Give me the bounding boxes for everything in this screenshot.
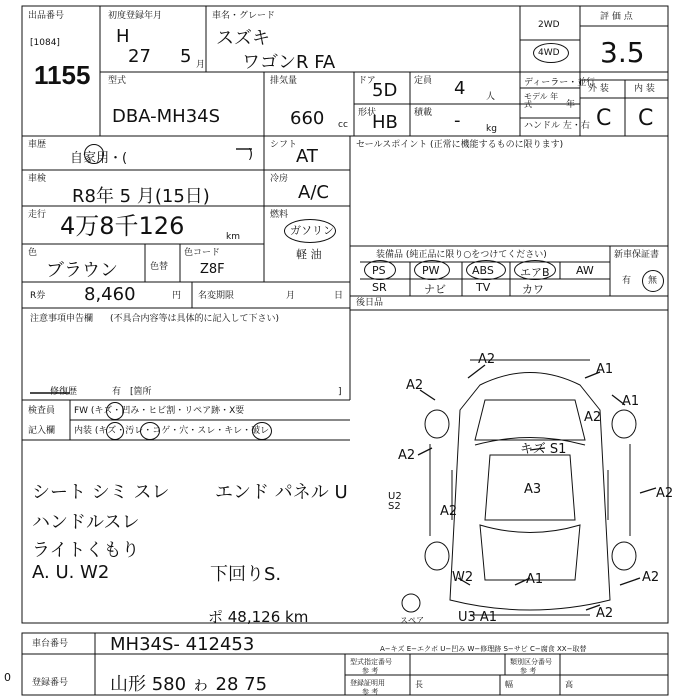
notes-hint: (不具合内容等は具体的に記入して下さい) [110, 314, 280, 324]
cap-unit: 人 [486, 92, 496, 102]
damage-legend: A−キズ E−エクボ U−凹み W−修理跡 S−サビ C−腐食 XX−取替 [380, 645, 587, 653]
recolor-label: 色替 [150, 262, 169, 272]
mark-rear-right: A2 [642, 570, 660, 585]
cap-label: 定員 [414, 76, 433, 86]
repair-place: [箇所 [130, 387, 152, 397]
reg-month: 5 [180, 46, 192, 67]
fuel-label: 燃料 [270, 210, 289, 220]
disp: 660 [290, 108, 325, 129]
repair-close: ] [338, 387, 342, 397]
shape-label: 形状 [358, 108, 377, 118]
r-value: 8,460 [84, 284, 136, 305]
mileage-unit: km [226, 232, 240, 242]
repair-label: 修復歴 [50, 387, 78, 397]
shift: AT [296, 146, 318, 167]
r-label: R券 [30, 291, 46, 301]
width-label: 幅 [505, 680, 513, 689]
mark-front-left: A2 [478, 352, 496, 367]
length-label: 長 [415, 680, 423, 689]
reg-cert-label: 登録証明用 [350, 679, 385, 687]
history: 自家用・( [70, 151, 128, 166]
plate-label: 登録番号 [32, 678, 69, 688]
note-end-panel: エンド パネル U [215, 482, 348, 503]
warranty-label: 新車保証書 [614, 250, 660, 260]
load-label: 積載 [414, 108, 433, 118]
int-scratch-circle [106, 422, 124, 440]
equip-pw-circle [414, 260, 450, 280]
history-close: ) [248, 147, 254, 162]
repair-yes: 有 [112, 387, 122, 397]
door-label: ドア [358, 76, 376, 86]
mark-fender-right: A1 [622, 394, 640, 409]
spare-label: スペア [400, 616, 424, 625]
equip-ps: PS [372, 264, 386, 277]
mileage-label: 走行 [28, 210, 47, 220]
mark-roof-front: キズ S1 [520, 442, 567, 457]
height-label: 高 [565, 680, 573, 689]
note-odometer: ポ 48,126 km [208, 608, 309, 626]
fuel-gas: ガソリン [290, 224, 334, 237]
model-label: 型式 [108, 76, 127, 86]
inspector-label: 検査員 [28, 406, 56, 416]
warranty-no-circle [642, 270, 664, 292]
ext-label: 外 装 [588, 84, 609, 94]
type-cert-ref: 参 考 [362, 667, 379, 675]
shape: HB [372, 112, 398, 133]
type-cert-label: 型式指定番号 [350, 658, 392, 666]
class-ref: 参 考 [520, 667, 537, 675]
color: ブラウン [46, 260, 118, 281]
name-change-label: 名変期限 [198, 291, 235, 301]
model-year-label: モデル 年式 [524, 92, 559, 109]
drive-4wd: 4WD [538, 48, 560, 58]
lot-sub: [1084] [30, 38, 60, 48]
era: H [116, 26, 130, 47]
warranty-yes: 有 [622, 276, 632, 286]
equip-pw: PW [422, 264, 440, 277]
note-marks: A. U. W2 [32, 562, 110, 583]
color-code: Z8F [200, 262, 225, 277]
equip-leather: カワ [522, 283, 544, 296]
color-code-label: 色コード [184, 248, 221, 258]
plate-number: 山形 580 ゎ 28 75 [110, 674, 268, 695]
first-reg-label: 初度登録年月 [108, 11, 163, 21]
r-unit: 円 [172, 291, 182, 301]
mark-door-left: A2 [398, 448, 416, 463]
int-label: 内 装 [634, 84, 655, 94]
equip-aw: AW [576, 264, 594, 277]
dealer-label: ディーラー・並行 [524, 78, 596, 88]
disp-label: 排気量 [270, 76, 298, 86]
fw-row: FW (キズ・凹み・ヒビ割・リペア跡・X要 [74, 406, 245, 416]
chassis-label: 車台番号 [32, 639, 69, 649]
grade: ワゴンR FA [242, 52, 336, 73]
equip-abs-circle [466, 260, 506, 280]
car-outline [402, 360, 636, 615]
int-grade: C [638, 106, 654, 131]
equip-ps-circle [364, 260, 396, 280]
name-change-month: 月 [286, 291, 296, 301]
warranty-no: 無 [648, 276, 658, 286]
mark-front-right: A1 [596, 362, 614, 377]
reg-cert-ref: 参 考 [362, 688, 379, 696]
mileage: 4万8千126 [60, 212, 185, 240]
handle-label: ハンドル 左・右 [524, 121, 590, 131]
ac: A/C [298, 182, 329, 203]
note-seat: シート シミ スレ [32, 482, 170, 503]
mark-roof: A3 [524, 482, 542, 497]
equip-airbag-circle [514, 260, 556, 280]
equip-label: 装備品 (純正品に限り○をつけてください) [376, 250, 547, 260]
notes-label: 注意事項申告欄 [30, 314, 94, 324]
lot-number: 1155 [34, 60, 91, 90]
equip-airbag: エアB [520, 266, 550, 279]
rating-label: 評 価 点 [600, 12, 633, 22]
drive-2wd: 2WD [538, 20, 560, 30]
mark-rear-right-2: A2 [596, 606, 614, 621]
fuel-gas-circle [284, 219, 336, 243]
maker: スズキ [216, 28, 270, 49]
history-label: 車歴 [28, 140, 47, 150]
ac-label: 冷房 [270, 174, 289, 184]
int-row: 内装 (キズ・汚レ・コゲ・穴・スレ・キレ・破レ [74, 426, 270, 436]
car-name-label: 車名・グレード [212, 11, 276, 21]
month-unit: 月 [196, 60, 206, 70]
mark-fender-left: A2 [406, 378, 424, 393]
color-label: 色 [28, 248, 38, 258]
corner-mark: 0 [4, 671, 11, 684]
model: DBA-MH34S [112, 106, 221, 127]
cap: 4 [454, 78, 466, 99]
sales-point-label: セールスポイント (正常に機能するものに限ります) [356, 140, 564, 150]
mark-rear-quarter: W2 [452, 570, 474, 585]
equip-sr: SR [372, 281, 387, 294]
equip-navi: ナビ [424, 283, 446, 296]
model-year-unit: 年 [566, 100, 576, 110]
equip-abs: ABS [472, 264, 494, 277]
mark-rear-bumper: U3 A1 [458, 610, 498, 625]
fuel-light: 軽 油 [296, 248, 322, 261]
reg-year: 27 [128, 46, 151, 67]
equip-tv: TV [476, 281, 491, 294]
int-wear-circle [252, 422, 272, 440]
note-underbody: 下回りS. [210, 564, 282, 585]
int-stain-circle [140, 422, 160, 440]
inspection: R8年 5 月(15日) [72, 186, 210, 207]
name-change-day: 日 [334, 291, 344, 301]
mark-door-right: A2 [656, 486, 674, 501]
lot-label: 出品番号 [28, 11, 65, 21]
mark-rocker-left: U2 S2 [388, 491, 402, 512]
chassis-number: MH34S- 412453 [110, 634, 255, 655]
mark-tailgate: A1 [526, 572, 544, 587]
note-light: ライトくもり [32, 540, 140, 561]
note-handle: ハンドルスレ [32, 512, 140, 533]
load-unit: kg [486, 124, 497, 134]
entry-label: 記入欄 [28, 426, 56, 436]
mark-side-left: A2 [440, 504, 458, 519]
ext-grade: C [596, 106, 612, 131]
history-circle [84, 144, 104, 164]
fw-scratch-circle [106, 402, 124, 420]
rating: 3.5 [600, 36, 645, 69]
door: 5D [372, 80, 398, 101]
mark-pillar-right: A2 [584, 410, 602, 425]
load: - [454, 110, 461, 131]
shift-label: シフト [270, 140, 298, 150]
disp-unit: cc [338, 120, 348, 130]
class-label: 類別区分番号 [510, 658, 552, 666]
postfit-label: 後日品 [356, 298, 384, 308]
inspection-label: 車検 [28, 174, 47, 184]
